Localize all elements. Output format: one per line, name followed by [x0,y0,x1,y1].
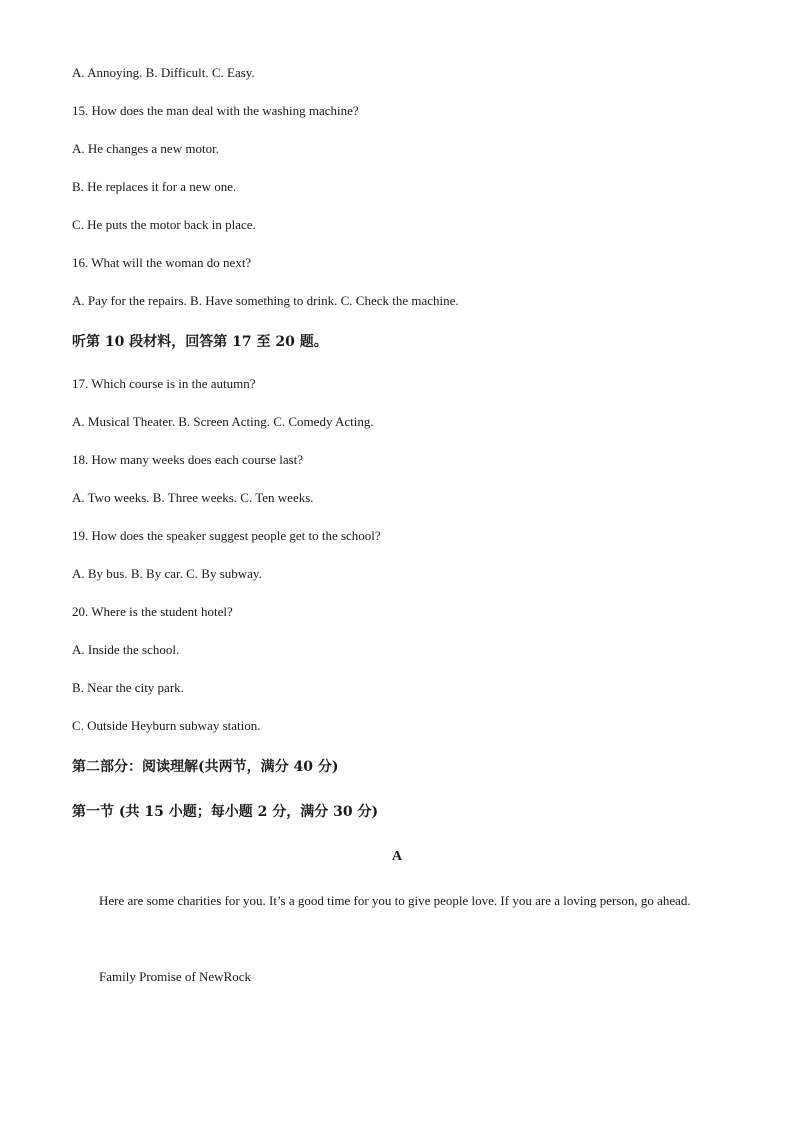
q15-option-a: A. He changes a new motor. [72,141,219,156]
question-17: 17. Which course is in the autumn? [72,376,256,391]
part-two-heading: 第二部分：阅读理解(共两节，满分 40 分) [72,759,339,775]
q20-option-c: C. Outside Heyburn subway station. [72,718,261,733]
question-16: 16. What will the woman do next? [72,255,252,270]
passage-title: A [391,849,403,864]
question-19: 19. How does the speaker suggest people get to the school? [72,528,381,543]
q16-options: A. Pay for the repairs. B. Have something to drink. C. Check the machine. [72,293,459,308]
q20-option-a: A. Inside the school. [72,642,180,657]
q20-option-b: B. Near the city park. [72,680,184,695]
q15-option-b: B. He replaces it for a new one. [72,179,237,194]
passage-intro: Here are some charities for you. It’s a good time for you to give people love. If you are a loving person, go ahead. [99,893,691,908]
q15-option-c: C. He puts the motor back in place. [72,217,256,232]
section-one-heading: 第一节 (共 15 小题；每小题 2 分，满分 30 分) [72,804,379,820]
section-10-heading: 听第 10 段材料，回答第 17 至 20 题。 [72,334,328,350]
q18-options: A. Two weeks. B. Three weeks. C. Ten weeks. [72,490,314,505]
q17-options: A. Musical Theater. B. Screen Acting. C. Comedy Acting. [72,414,374,429]
question-18: 18. How many weeks does each course last? [72,452,304,467]
question-20: 20. Where is the student hotel? [72,604,233,619]
q19-options: A. By bus. B. By car. C. By subway. [72,566,262,581]
question-15: 15. How does the man deal with the washing machine? [72,103,359,118]
q14-options: A. Annoying. B. Difficult. C. Easy. [72,65,255,80]
charity-name: Family Promise of NewRock [99,969,252,984]
